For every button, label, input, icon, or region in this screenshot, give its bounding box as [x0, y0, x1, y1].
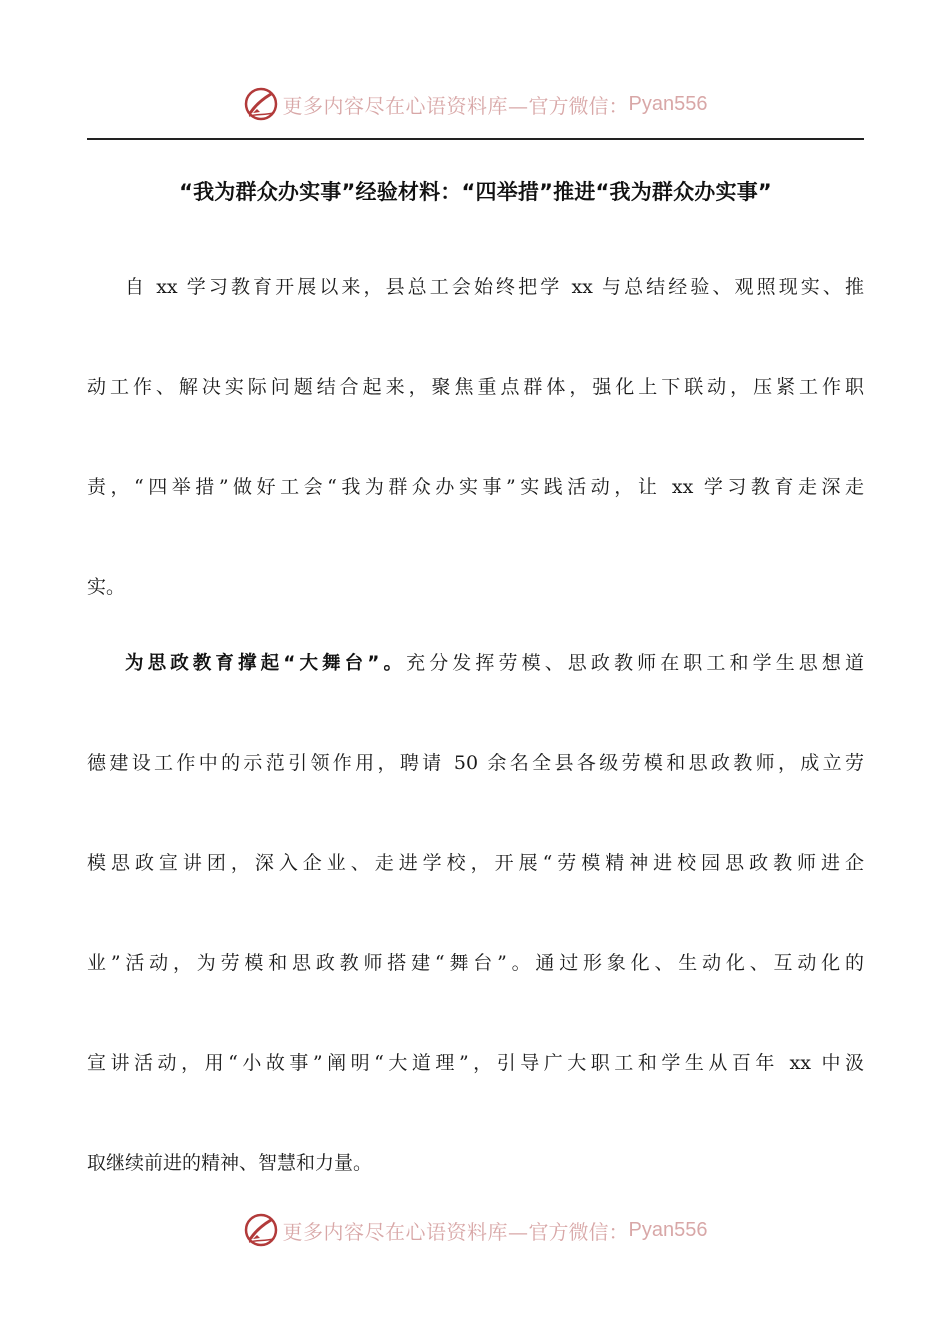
banner-wechat-id: Pyan556 [628, 92, 708, 115]
paragraph-lead-heading: 为思政教育撑起“大舞台”。 [125, 653, 407, 674]
banner-text: 更多内容尽在心语资料库— [282, 1219, 529, 1244]
paragraph-line: 取继续前进的精神、智慧和力量。 [87, 1152, 373, 1174]
paragraph-line: 自 xx 学习教育开展以来，县总工会始终把学 xx 与总结经验、观照现实、推 [125, 276, 864, 298]
paragraph-line: 宣讲活动，用“小故事”阐明“大道理”，引导广大职工和学生从百年 xx 中汲 [87, 1052, 864, 1074]
banner-wechat-id: Pyan556 [628, 1218, 708, 1241]
paragraph-line: 动工作、解决实际问题结合起来，聚焦重点群体，强化上下联动，压紧工作职 [87, 376, 864, 398]
paragraph-line: 业”活动，为劳模和思政教师搭建“舞台”。通过形象化、生动化、互动化的 [87, 952, 864, 974]
banner-text: 更多内容尽在心语资料库— [282, 93, 529, 118]
footer-banner [0, 1208, 950, 1252]
paragraph-lead-rest: 充分发挥劳模、思政教师在职工和学生思想道 [406, 652, 864, 674]
paragraph-1 [87, 237, 864, 637]
banner-wechat-label: 官方微信： [528, 1219, 629, 1244]
pen-logo-icon [243, 86, 279, 122]
paragraph-2 [87, 613, 864, 1213]
pen-logo-icon [243, 1212, 279, 1248]
paragraph-line: 德建设工作中的示范引领作用，聘请 50 余名全县各级劳模和思政教师，成立劳 [87, 752, 864, 774]
paragraph-line: 责，“四举措”做好工会“我为群众办实事”实践活动，让 xx 学习教育走深走 [87, 476, 864, 498]
banner-wechat-label: 官方微信： [528, 93, 629, 118]
document-title: “我为群众办实事”经验材料：“四举措”推进“我为群众办实事” [179, 180, 772, 204]
header-rule [87, 138, 864, 140]
paragraph-line [87, 613, 864, 713]
paragraph-line: 模思政宣讲团，深入企业、走进学校，开展“劳模精神进校园思政教师进企 [87, 852, 864, 874]
header-banner [0, 82, 950, 126]
paragraph-line: 实。 [87, 576, 126, 598]
